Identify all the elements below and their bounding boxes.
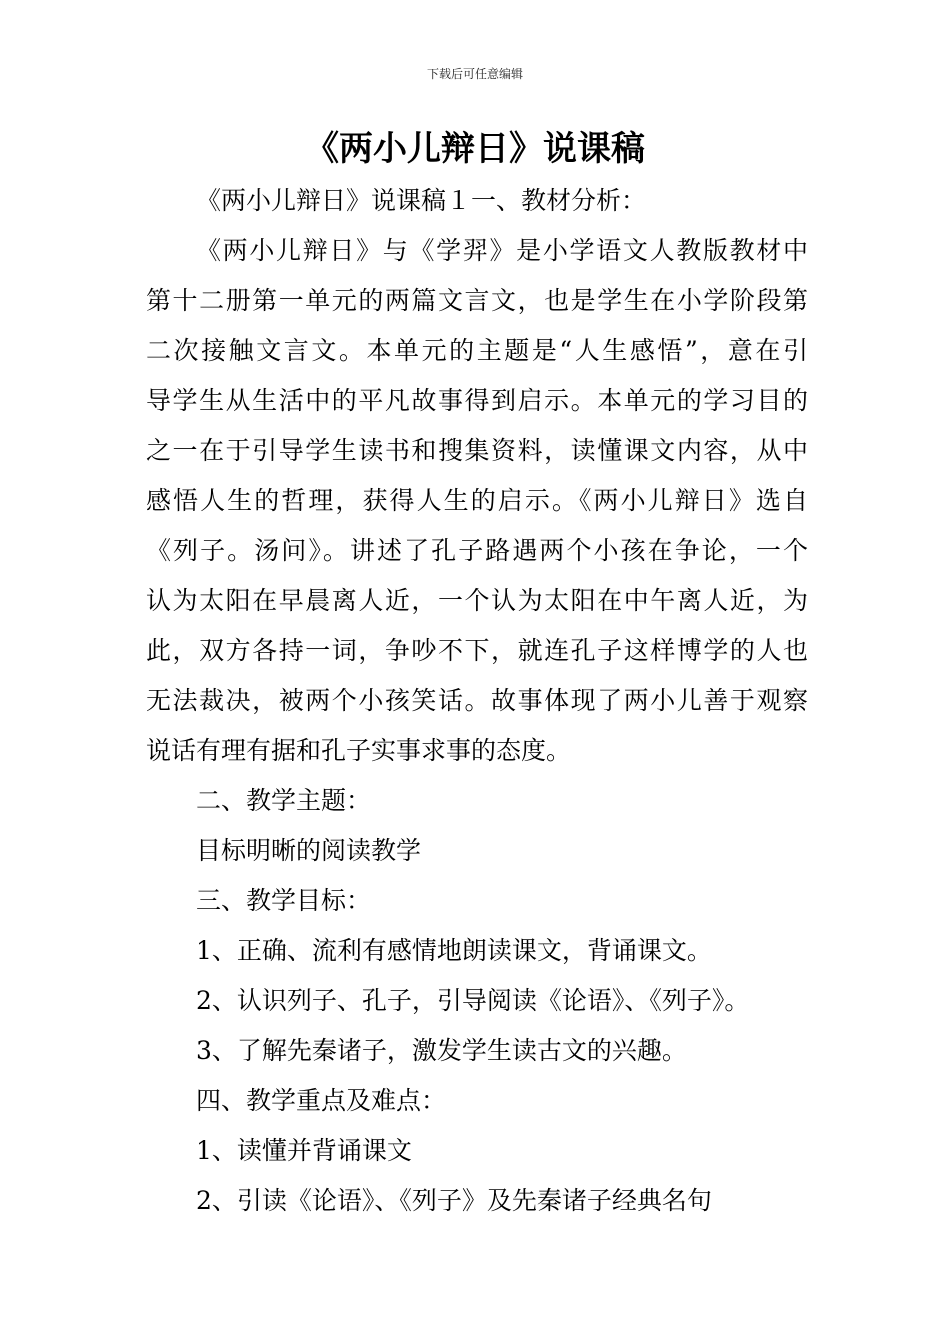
text-line: 二、教学主题： [196, 786, 372, 815]
text-line: 四、教学重点及难点： [196, 1086, 447, 1115]
text-line: 无法裁决，被两个小孩笑话。故事体现了两小儿善于观察 [146, 686, 808, 715]
text-line: 三、教学目标： [196, 886, 372, 915]
text-line: 目标明晰的阅读教学 [196, 836, 422, 865]
text-line: 1、读懂并背诵课文 [196, 1136, 412, 1165]
text-line: 2、认识列子、孔子，引导阅读《论语》、《列子》。 [196, 986, 750, 1015]
text-line: 感悟人生的哲理，获得人生的启示。《两小儿辩日》选自 [146, 486, 808, 515]
text-line: 导学生从生活中的平凡故事得到启示。本单元的学习目的 [146, 386, 808, 415]
text-line: 3、了解先秦诸子，激发学生读古文的兴趣。 [196, 1036, 687, 1065]
text-line: 2、引读《论语》、《列子》及先秦诸子经典名句 [196, 1186, 712, 1215]
text-line: 《两小儿辩日》与《学羿》是小学语文人教版教材中 [196, 236, 808, 265]
header-note: 下载后可任意编辑 [426, 67, 523, 81]
text-line: 二次接触文言文。本单元的主题是“人生感悟”，意在引 [146, 336, 808, 365]
text-line: 第十二册第一单元的两篇文言文，也是学生在小学阶段第 [146, 286, 808, 315]
document-title: 《两小儿辩日》说课稿 [305, 129, 645, 169]
text-line: 之一在于引导学生读书和搜集资料，读懂课文内容，从中 [146, 436, 808, 465]
text-line: 认为太阳在早晨离人近，一个认为太阳在中午离人近，为 [146, 586, 808, 615]
text-line: 1、正确、流利有感情地朗读课文，背诵课文。 [196, 936, 712, 965]
document-body [146, 176, 808, 1226]
text-line: 《两小儿辩日》说课稿１一、教材分析： [196, 186, 647, 215]
text-line: 说话有理有据和孔子实事求事的态度。 [146, 736, 572, 765]
text-line: 《列子。汤问》。讲述了孔子路遇两个小孩在争论，一个 [146, 536, 808, 565]
text-line: 此，双方各持一词，争吵不下，就连孔子这样博学的人也 [146, 636, 808, 665]
